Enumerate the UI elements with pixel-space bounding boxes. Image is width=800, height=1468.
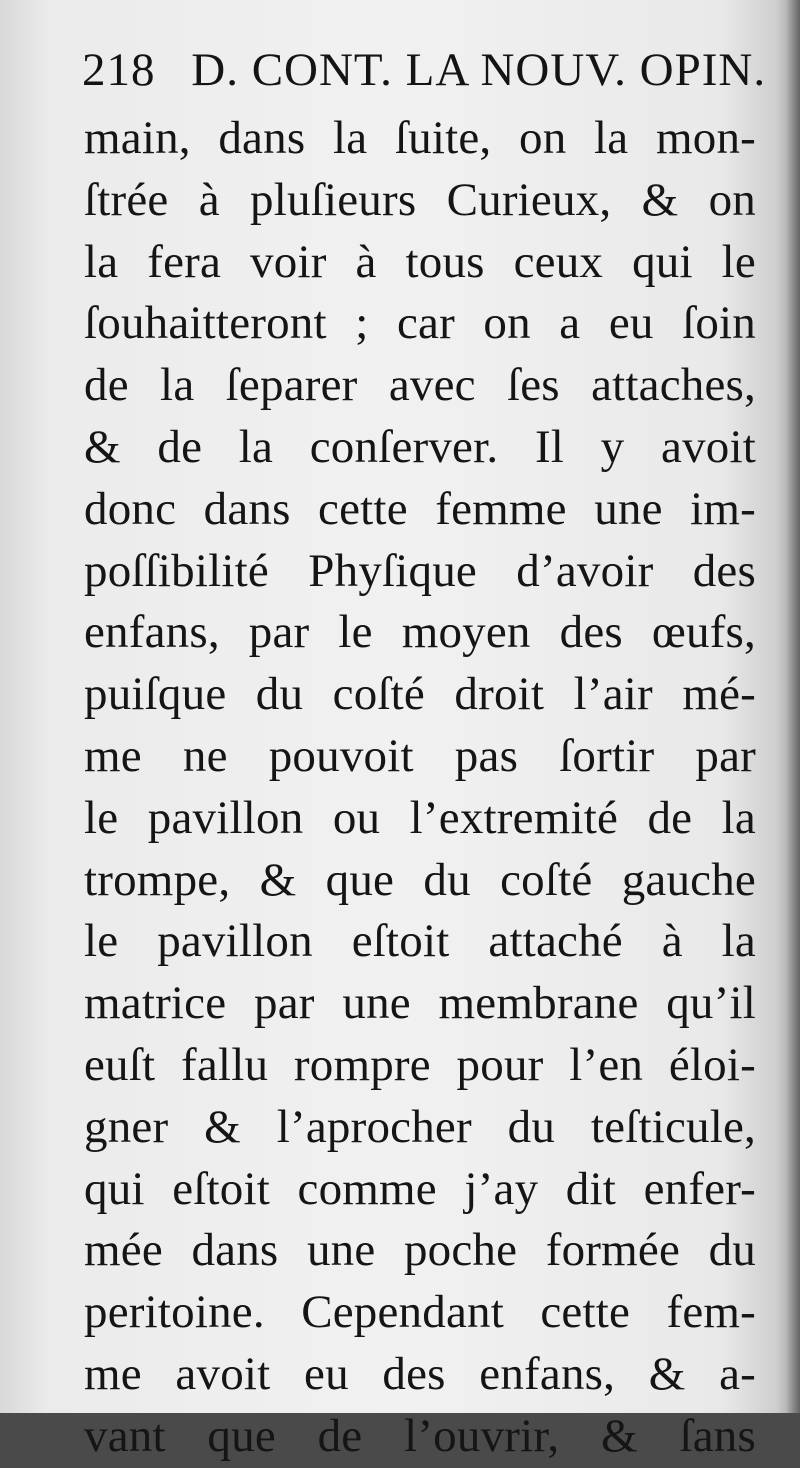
text-line: vant que de l’ouvrir, & ſans	[84, 1409, 756, 1462]
text-line: la fera voir à tous ceux qui le	[84, 235, 756, 288]
text-line: le pavillon eſtoit attaché à la	[84, 915, 756, 968]
text-line: euſt fallu rompre pour l’en éloi-	[84, 1038, 756, 1091]
text-line: ſouhaitteront ; car on a eu ſoin	[84, 297, 756, 350]
body-text	[84, 108, 756, 1468]
text-line: mée dans une poche formée du	[84, 1224, 756, 1277]
text-line: puiſque du coſté droit l’air mé-	[84, 668, 756, 721]
text-line: le pavillon ou l’extremité de la	[84, 791, 756, 844]
text-line: ſtrée à pluſieurs Curieux, & on	[84, 173, 756, 226]
text-line: enfans, par le moyen des œufs,	[84, 606, 756, 659]
text-line: me ne pouvoit pas ſortir par	[84, 729, 756, 782]
text-line: main, dans la ſuite, on la mon-	[84, 112, 756, 164]
text-line: trompe, & que du coſté gauche	[84, 853, 756, 906]
text-line: gner & l’aprocher du teſticule,	[84, 1100, 756, 1153]
page-number: 218	[82, 44, 156, 96]
page-header	[82, 42, 767, 98]
text-line: matrice par une membrane qu’il	[84, 977, 756, 1030]
text-line: peritoine. Cependant cette fem-	[84, 1286, 756, 1339]
running-title: D. CONT. LA NOUV. OPIN.	[191, 44, 767, 96]
text-line: de la ſeparer avec ſes attaches,	[84, 359, 756, 412]
text-line: qui eſtoit comme j’ay dit enfer-	[84, 1162, 756, 1215]
text-line: poſſibilité Phyſique d’avoir des	[84, 544, 756, 597]
text-line: me avoit eu des enfans, & a-	[84, 1347, 756, 1400]
text-line: & de la conſerver. Il y avoit	[84, 420, 756, 473]
text-line: donc dans cette femme une im-	[84, 482, 756, 535]
